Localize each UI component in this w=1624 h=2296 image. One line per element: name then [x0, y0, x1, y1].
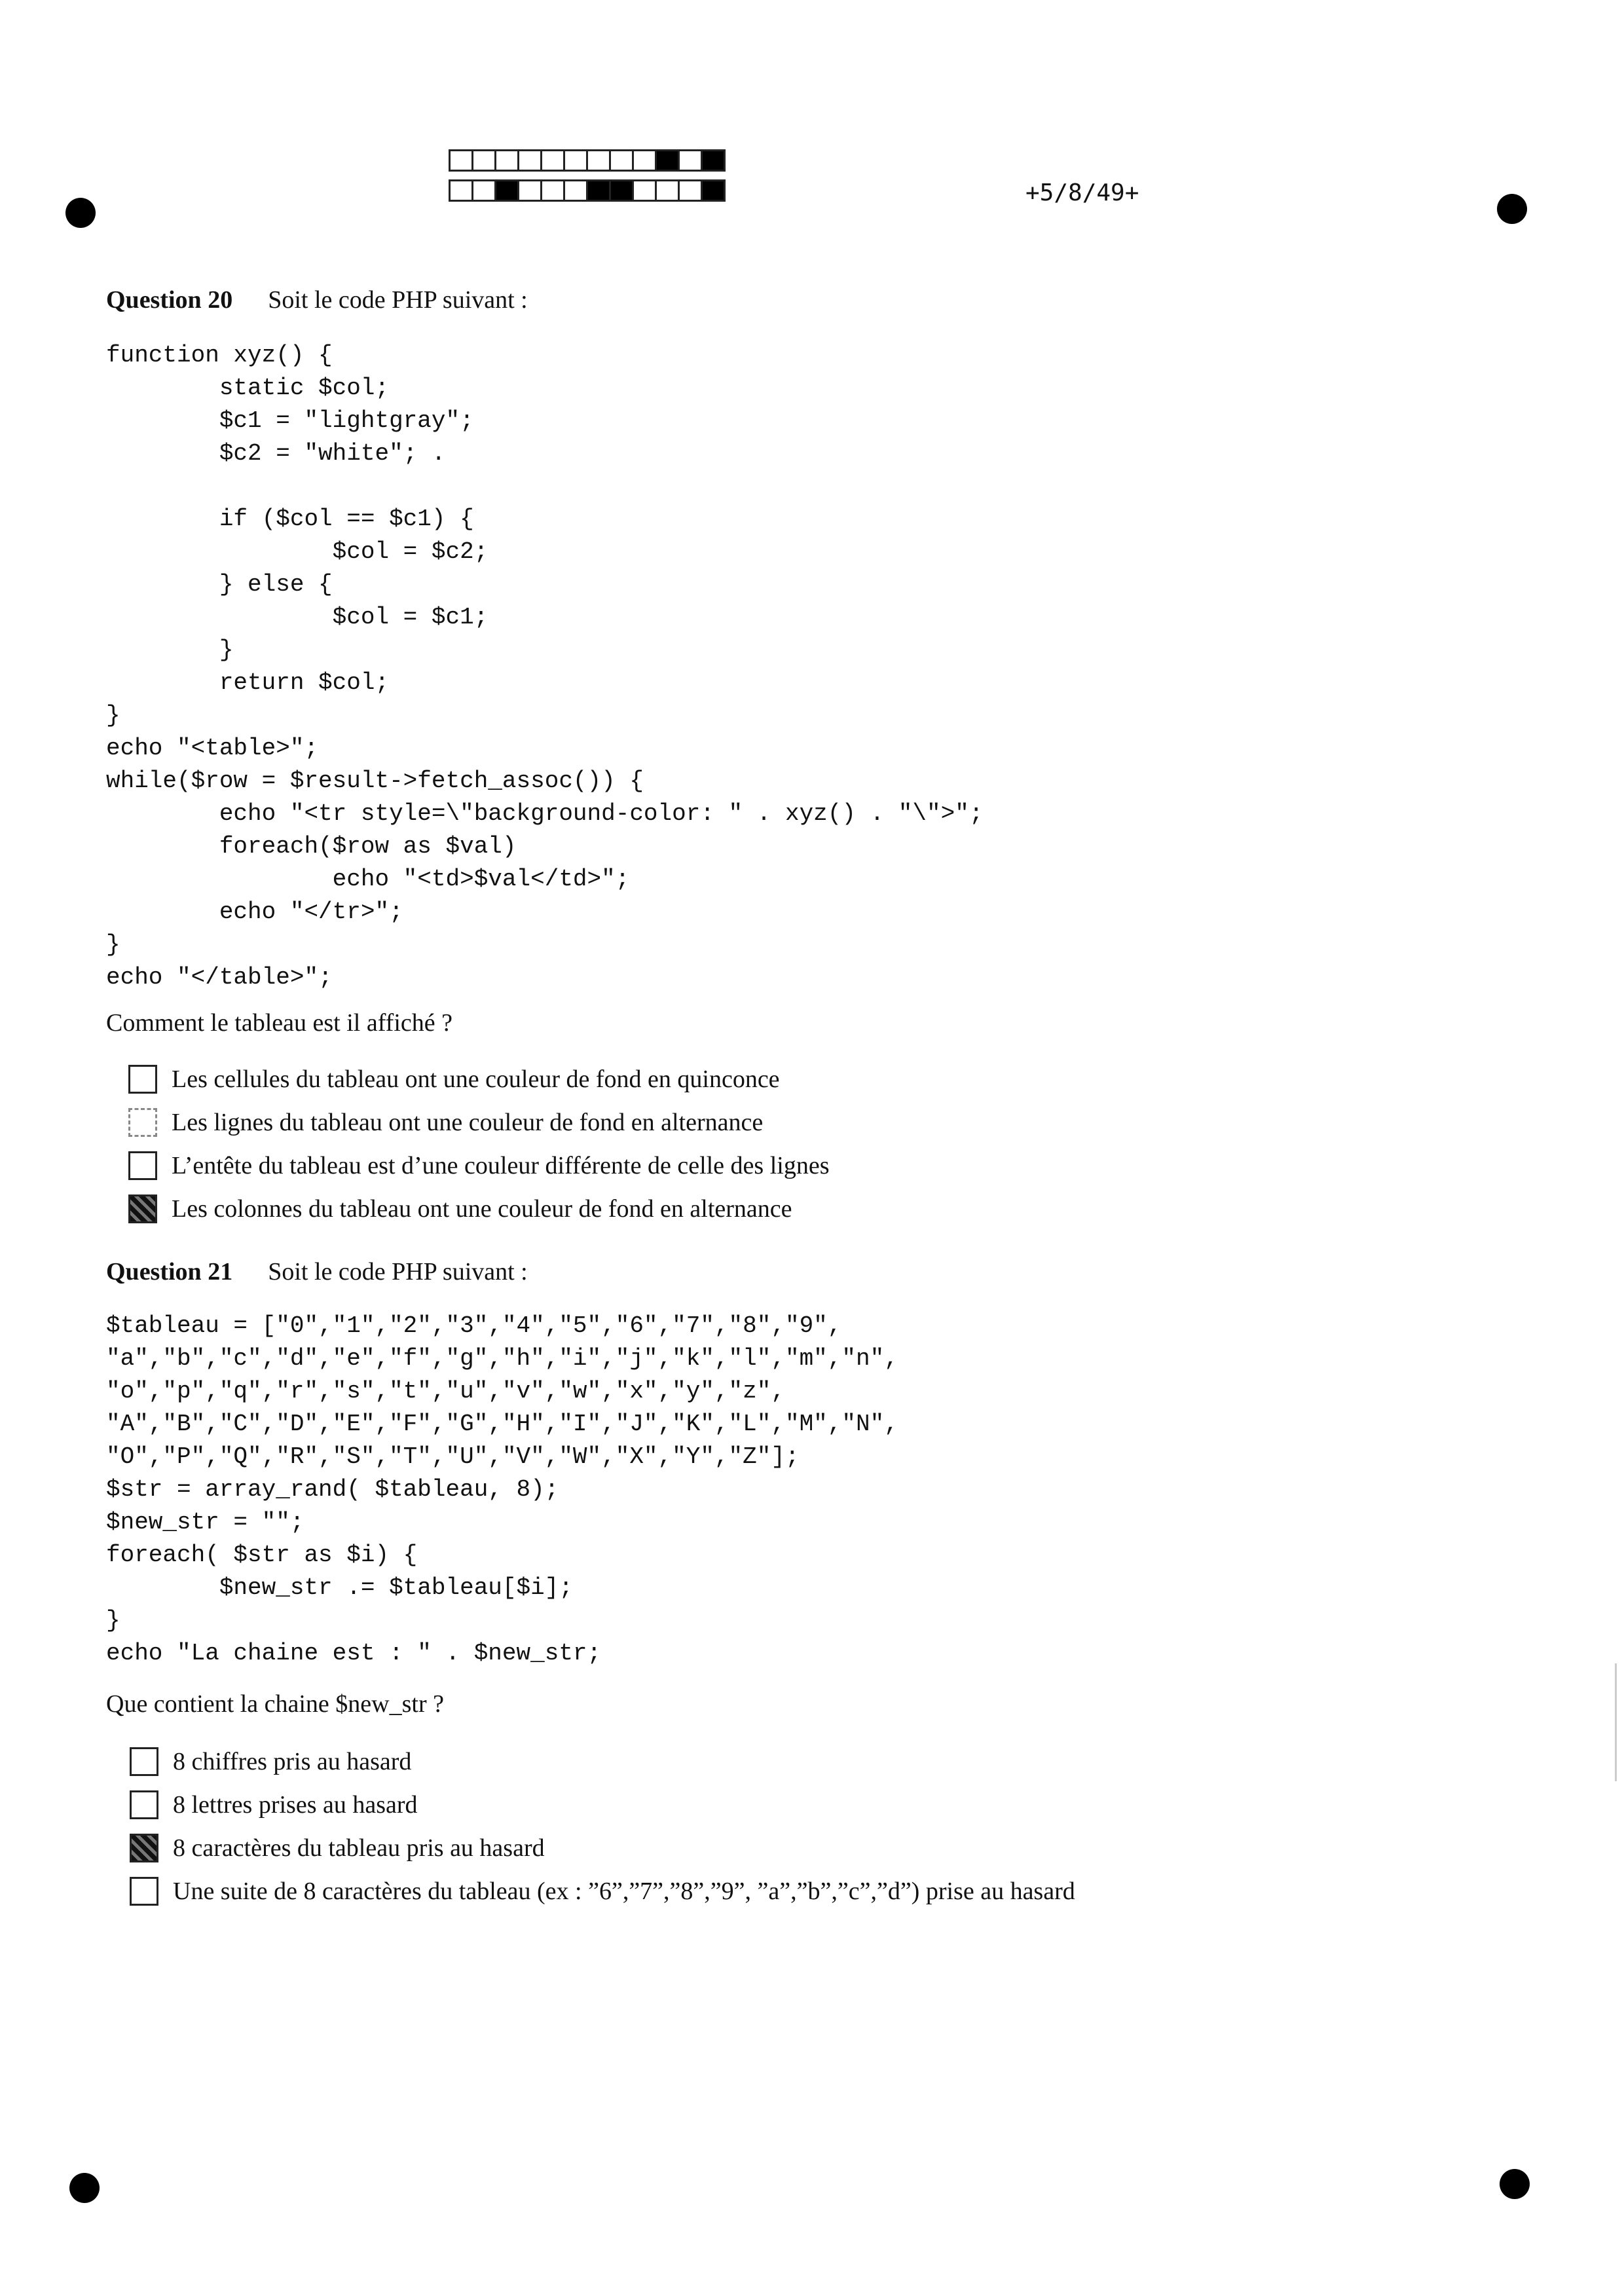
id-code-cell-empty	[609, 149, 634, 172]
question-text: Soit le code PHP suivant :	[268, 286, 528, 314]
id-code-cell-filled	[586, 179, 611, 202]
q21-answer-1[interactable]	[130, 1742, 411, 1781]
q20-answer-2[interactable]	[128, 1103, 763, 1142]
question-20-header	[106, 286, 528, 314]
registration-mark-bottom-right	[1500, 2169, 1530, 2199]
answer-text: 8 lettres prises au hasard	[173, 1791, 418, 1819]
checkbox[interactable]	[128, 1151, 157, 1180]
answer-text: 8 chiffres pris au hasard	[173, 1748, 412, 1775]
answer-text: 8 caractères du tableau pris au hasard	[173, 1834, 545, 1862]
checkbox-checked[interactable]	[128, 1194, 157, 1223]
answer-text: L’entête du tableau est d’une couleur différente de celle des lignes	[172, 1152, 830, 1179]
id-code-cell-empty	[655, 179, 680, 202]
q21-answer-4[interactable]	[130, 1872, 1075, 1911]
question-label: Question 21	[106, 1258, 233, 1286]
id-code-cell-empty	[517, 149, 542, 172]
answer-text: Les colonnes du tableau ont une couleur de fond en alternance	[172, 1195, 792, 1223]
question-21-header	[106, 1257, 528, 1286]
page-reference: +5/8/49+	[1025, 179, 1139, 206]
id-code-cell-empty	[563, 149, 588, 172]
id-code-cell-empty	[678, 149, 703, 172]
id-code-cell-filled	[701, 179, 726, 202]
q20-answer-1[interactable]	[128, 1060, 780, 1099]
answer-text: Une suite de 8 caractères du tableau (ex : ”6”,”7”,”8”,”9”, ”a”,”b”,”c”,”d”) prise au hasard	[173, 1878, 1075, 1905]
answer-text: Les lignes du tableau ont une couleur de fond en alternance	[172, 1109, 764, 1136]
question-20-code: function xyz() { static $col; $c1 = "lightgray"; $c2 = "white"; . if ($col == $c1) { $col = $c2; } else { $col = $c1; } return $col; } echo "<table>"; while($row = $result->fetch_assoc()) { echo "<tr style=\"background-color: " . xyz() . "\">"; foreach($row as $val) echo "<td>$val</td>"; echo "</tr>"; } echo "</table>";	[106, 342, 984, 991]
id-code-cell-empty	[632, 179, 657, 202]
id-code-cell-empty	[449, 149, 473, 172]
id-code-cell-filled	[701, 149, 726, 172]
question-21-prompt: Que contient la chaine $new_str ?	[106, 1690, 444, 1718]
id-code-cell-filled	[655, 149, 680, 172]
id-code-cell-empty	[632, 149, 657, 172]
question-label: Question 20	[106, 286, 233, 314]
id-code-cell-empty	[678, 179, 703, 202]
question-21-code: $tableau = ["0","1","2","3","4","5","6","7","8","9", "a","b","c","d","e","f","g","h","i","j","k","l","m","n", "o","p","q","r","s","t","u","v","w","x","y","z", "A","B","C","D","E","F","G","H","I","J","K","L","M","N", "O","P","Q","R","S","T","U","V","W","X","Y","Z"]; $str = array_rand( $tableau, 8); $new_str = ""; foreach( $str as $i) { $new_str .= $tableau[$i]; } echo "La chaine est : " . $new_str;	[106, 1312, 898, 1667]
registration-mark-top-right	[1497, 194, 1527, 224]
id-code-cell-empty	[517, 179, 542, 202]
checkbox[interactable]	[130, 1877, 158, 1906]
id-code-cell-empty	[540, 149, 565, 172]
scan-edge-mark	[1615, 1663, 1617, 1781]
q21-answer-3[interactable]	[130, 1828, 545, 1868]
id-code-cell-empty	[494, 149, 519, 172]
q21-answer-2[interactable]	[130, 1785, 418, 1824]
id-code-cell-empty	[540, 179, 565, 202]
id-code-cell-empty	[586, 149, 611, 172]
registration-mark-bottom-left	[69, 2173, 100, 2203]
id-code-cell-filled	[494, 179, 519, 202]
checkbox-partially-marked[interactable]	[128, 1108, 157, 1137]
q20-answer-4[interactable]	[128, 1189, 792, 1229]
answer-text: Les cellules du tableau ont une couleur de fond en quinconce	[172, 1065, 780, 1093]
checkbox[interactable]	[130, 1790, 158, 1819]
checkbox[interactable]	[130, 1747, 158, 1776]
checkbox-checked[interactable]	[130, 1834, 158, 1862]
question-20-prompt: Comment le tableau est il affiché ?	[106, 1009, 452, 1037]
registration-mark-top-left	[65, 198, 96, 228]
q20-answer-3[interactable]	[128, 1146, 829, 1185]
id-code-cell-empty	[471, 179, 496, 202]
id-code-row-1	[449, 149, 724, 172]
id-code-cell-empty	[563, 179, 588, 202]
id-code-row-2	[449, 179, 724, 202]
id-code-cell-empty	[471, 149, 496, 172]
checkbox[interactable]	[128, 1065, 157, 1094]
id-code-cell-filled	[609, 179, 634, 202]
question-text: Soit le code PHP suivant :	[268, 1258, 528, 1286]
id-code-cell-empty	[449, 179, 473, 202]
